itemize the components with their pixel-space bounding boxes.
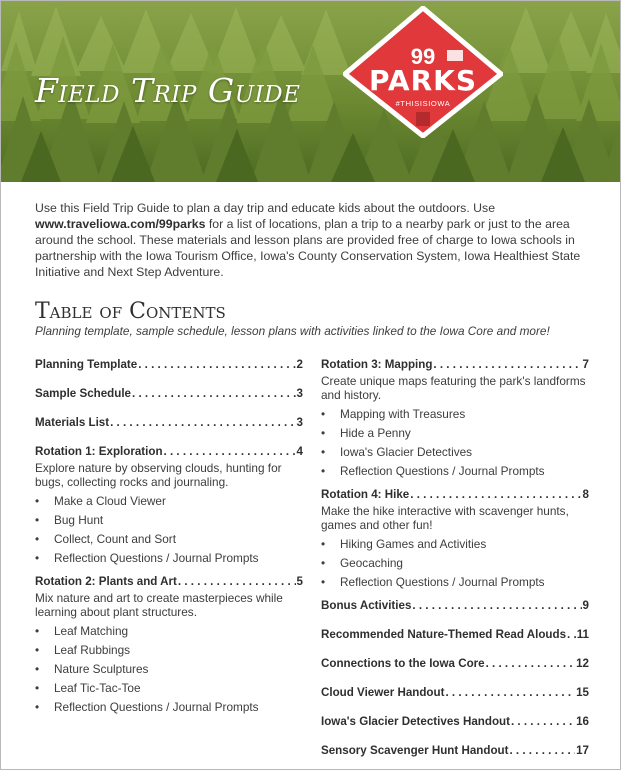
toc-entry-iowa-core[interactable] bbox=[321, 657, 589, 671]
toc-entry-read-alouds[interactable] bbox=[321, 628, 589, 642]
toc-page-number: 7 bbox=[582, 358, 589, 371]
dot-leader bbox=[164, 445, 296, 459]
list-item: • Reflection Questions / Journal Prompts bbox=[35, 551, 303, 565]
list-item: • Reflection Questions / Journal Prompts bbox=[35, 700, 303, 714]
toc-entry-label: Rotation 1: Exploration bbox=[35, 445, 163, 458]
toc-entry-description: Explore nature by observing clouds, hunting for bugs, collecting rocks and journaling. bbox=[35, 461, 282, 489]
dot-leader bbox=[567, 628, 576, 642]
toc-page-number: 16 bbox=[576, 715, 589, 728]
toc-right-column bbox=[321, 358, 589, 758]
toc-entry-label: Rotation 2: Plants and Art bbox=[35, 575, 177, 588]
toc-entry-bonus-activities[interactable] bbox=[321, 599, 589, 613]
dot-leader bbox=[138, 358, 295, 372]
toc-entry-label: Planning Template bbox=[35, 358, 138, 371]
toc-entry-rotation-2[interactable] bbox=[35, 575, 303, 589]
list-item: • Leaf Tic-Tac-Toe bbox=[35, 681, 303, 695]
dot-leader bbox=[509, 744, 575, 758]
toc-page-number: 15 bbox=[576, 686, 589, 699]
intro-text-start: Use this Field Trip Guide to plan a day trip and educate kids about the outdoors. Use bbox=[35, 201, 496, 215]
guide-title: Field Trip Guide bbox=[35, 71, 301, 110]
list-item: • Iowa's Glacier Detectives bbox=[321, 445, 589, 459]
toc-entry-cloud-viewer-handout[interactable] bbox=[321, 686, 589, 700]
toc-left-column bbox=[35, 358, 303, 719]
list-item: • Leaf Matching bbox=[35, 624, 303, 638]
toc-entry-label: Sensory Scavenger Hunt Handout bbox=[321, 744, 509, 757]
toc-entry-glacier-handout[interactable] bbox=[321, 715, 589, 729]
toc-section bbox=[321, 599, 589, 613]
toc-page-number: 3 bbox=[296, 387, 303, 400]
toc-entry-label: Rotation 4: Hike bbox=[321, 488, 410, 501]
toc-page-number: 8 bbox=[582, 488, 589, 501]
toc-title: Table of Contents bbox=[35, 299, 226, 324]
intro-text-end: for a list of locations, plan a trip to a nearby park or just to the area around the school. These materials and lesson plans are provided free of charge to Iowa schools in partnership with the Iowa Tourism Office, Iowa's County Conservation System, Iowa Healthiest State Initiative and Next Step Adventure. bbox=[35, 217, 581, 279]
header-banner bbox=[1, 1, 620, 182]
list-item: • Geocaching bbox=[321, 556, 589, 570]
toc-section bbox=[321, 488, 589, 589]
toc-entry-materials-list[interactable] bbox=[35, 416, 303, 430]
toc-section bbox=[35, 358, 303, 372]
toc-entry-label: Rotation 3: Mapping bbox=[321, 358, 433, 371]
toc-page-number: 17 bbox=[576, 744, 589, 757]
toc-page-number: 2 bbox=[296, 358, 303, 371]
dot-leader bbox=[110, 416, 295, 430]
list-item: • Mapping with Treasures bbox=[321, 407, 589, 421]
list-item: • Make a Cloud Viewer bbox=[35, 494, 303, 508]
toc-section bbox=[321, 628, 589, 642]
toc-section bbox=[321, 657, 589, 671]
toc-entry-label: Recommended Nature-Themed Read Alouds bbox=[321, 628, 567, 641]
list-item: • Bug Hunt bbox=[35, 513, 303, 527]
dot-leader bbox=[412, 599, 581, 613]
toc-section bbox=[321, 686, 589, 700]
activity-list bbox=[35, 624, 303, 714]
toc-entry-label: Iowa's Glacier Detectives Handout bbox=[321, 715, 510, 728]
dot-leader bbox=[511, 715, 575, 729]
list-item: • Nature Sculptures bbox=[35, 662, 303, 676]
toc-entry-sample-schedule[interactable] bbox=[35, 387, 303, 401]
intro-paragraph bbox=[35, 200, 595, 280]
toc-entry-description: Create unique maps featuring the park's landforms and history. bbox=[321, 374, 586, 402]
toc-section bbox=[321, 744, 589, 758]
dot-leader bbox=[433, 358, 581, 372]
logo-hashtag: #THISISIOWA bbox=[395, 99, 451, 108]
logo-word: PARKS bbox=[368, 64, 478, 97]
toc-entry-description: Mix nature and art to create masterpieces while learning about plant structures. bbox=[35, 591, 283, 619]
toc-entry-label: Bonus Activities bbox=[321, 599, 412, 612]
list-item: • Collect, Count and Sort bbox=[35, 532, 303, 546]
dot-leader bbox=[132, 387, 296, 401]
toc-section bbox=[35, 416, 303, 430]
list-item: • Reflection Questions / Journal Prompts bbox=[321, 575, 589, 589]
dot-leader bbox=[410, 488, 581, 502]
toc-section bbox=[321, 358, 589, 478]
toc-section bbox=[35, 445, 303, 565]
toc-page-number: 5 bbox=[296, 575, 303, 588]
toc-entry-label: Materials List bbox=[35, 416, 110, 429]
toc-section bbox=[35, 387, 303, 401]
toc-entry-label: Connections to the Iowa Core bbox=[321, 657, 485, 670]
99-parks-logo bbox=[343, 6, 503, 138]
toc-section bbox=[321, 715, 589, 729]
toc-entry-rotation-4[interactable] bbox=[321, 488, 589, 502]
toc-entry-label: Cloud Viewer Handout bbox=[321, 686, 445, 699]
activity-list bbox=[35, 494, 303, 565]
toc-page-number: 3 bbox=[296, 416, 303, 429]
toc-entry-planning-template[interactable] bbox=[35, 358, 303, 372]
toc-section bbox=[35, 575, 303, 714]
logo-number: 99 bbox=[410, 44, 436, 69]
toc-entry-label: Sample Schedule bbox=[35, 387, 132, 400]
toc-entry-description: Make the hike interactive with scavenger hunts, games and other fun! bbox=[321, 504, 569, 532]
toc-entry-rotation-1[interactable] bbox=[35, 445, 303, 459]
toc-entry-scavenger-handout[interactable] bbox=[321, 744, 589, 758]
list-item: • Reflection Questions / Journal Prompts bbox=[321, 464, 589, 478]
toc-page-number: 9 bbox=[582, 599, 589, 612]
toc-page-number: 12 bbox=[576, 657, 589, 670]
dot-leader bbox=[445, 686, 575, 700]
dot-leader bbox=[486, 657, 575, 671]
list-item: • Hiking Games and Activities bbox=[321, 537, 589, 551]
list-item: • Leaf Rubbings bbox=[35, 643, 303, 657]
activity-list bbox=[321, 537, 589, 589]
dot-leader bbox=[178, 575, 296, 589]
toc-page-number: 11 bbox=[576, 628, 589, 641]
list-item: • Hide a Penny bbox=[321, 426, 589, 440]
toc-page-number: 4 bbox=[296, 445, 303, 458]
toc-entry-rotation-3[interactable] bbox=[321, 358, 589, 372]
toc-subtitle: Planning template, sample schedule, lesson plans with activities linked to the Iowa Core and more! bbox=[35, 324, 550, 338]
website-link[interactable]: www.traveliowa.com/99parks bbox=[35, 217, 206, 231]
activity-list bbox=[321, 407, 589, 478]
